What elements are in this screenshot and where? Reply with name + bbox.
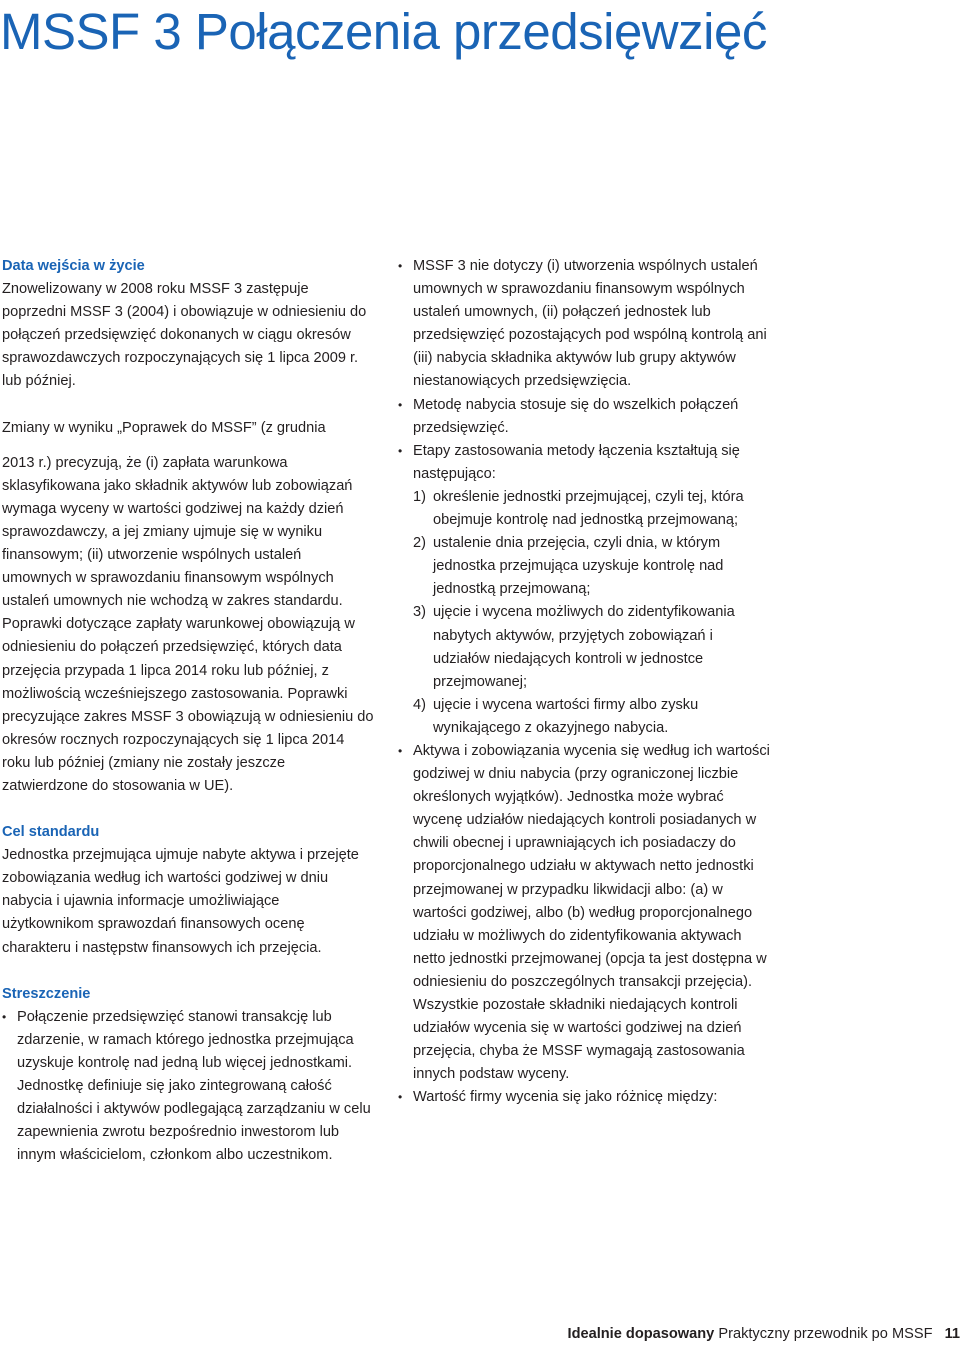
step-number: 3)	[413, 604, 426, 621]
step-item	[398, 532, 772, 601]
step-item	[398, 694, 772, 740]
step-text: ujęcie i wycena wartości firmy albo zysku wynikającego z okazyjnego nabycia.	[433, 696, 699, 736]
step-number: 4)	[413, 696, 426, 713]
objective-text: Jednostka przejmująca ujmuje nabyte aktywa i przejęte zobowiązania według ich wartości godziwej w dniu nabycia i ujawnia informacje umożliwiające użytkownikom sprawozdań finansowych ocenę charakteru i następstw finansowych ich przejęcia.	[2, 847, 359, 956]
method-bullet: • Metodę nabycia stosuje się do wszelkich połączeń przedsięwzięć.	[398, 394, 772, 440]
section-heading-objective: Cel standardu	[2, 824, 100, 841]
page-title: MSSF 3 Połączenia przedsięwzięć	[0, 3, 767, 60]
step-item	[398, 486, 772, 532]
step-text: ustalenie dnia przejęcia, czyli dnia, w którym jednostka przejmująca uzyskuje kontrolę nad jednostką przejmowaną;	[433, 535, 724, 598]
page-number: 11	[944, 1326, 960, 1342]
footer-subtitle: Praktyczny przewodnik po MSSF	[718, 1326, 933, 1342]
page-footer	[568, 1324, 960, 1344]
steps-bullet: • Etapy zastosowania metody łączenia kształtują się następująco:	[398, 440, 772, 486]
section-heading-effective-date: Data wejścia w życie	[2, 258, 145, 274]
right-column	[398, 255, 772, 1109]
summary-bullet: • Połączenie przedsięwzięć stanowi transakcję lub zdarzenie, w ramach którego jednostka przejmująca uzyskuje kontrolę nad jedną lub więcej jednostkami. Jednostkę definiuje się jako zintegrowaną całość działalności i aktywów podlegającą zarządzaniu w celu zapewnienia zwrotu bezpośrednio inwestorom lub innym właścicielom, członkom albo uczestnikom.	[2, 1006, 374, 1168]
effective-date-text: Znowelizowany w 2008 roku MSSF 3 zastępuje poprzedni MSSF 3 (2004) i obowiązuje w odniesieniu do połączeń przedsięwzięć dokonanych w ciągu okresów sprawozdawczych rozpoczynających się 1 lipca 2009 r. lub później.	[2, 281, 367, 390]
measurement-bullet: • Aktywa i zobowiązania wycenia się według ich wartości godziwej w dniu nabycia (przy ograniczonej liczbie określonych wyjątków). Jednostka może wybrać wycenę udziałów niedających kontroli posiadanych w chwili obecnej i uprawniających ich posiadaczy do proporcjonalnego udziału w aktywach netto jednostki przejmowanej w przypadku likwidacji albo: (a) w wartości godziwej, albo (b) według proporcjonalnego udziału w możliwych do zidentyfikowania aktywach netto jednostki przejmowanej (opcja ta jest dostępna w odniesieniu do poszczególnych transakcji przejęcia). Wszystkie pozostałe składniki niedających kontroli udziałów wycenia się w wartości godziwej na dzień przejęcia, chyba że MSSF wymagają zastosowania innych podstaw wyceny.	[398, 740, 772, 1086]
step-number: 2)	[413, 535, 426, 552]
step-number: 1)	[413, 488, 426, 505]
section-heading-summary: Streszczenie	[2, 985, 91, 1002]
amendments-intro: Zmiany w wyniku „Poprawek do MSSF” (z grudnia	[2, 419, 326, 436]
footer-brand: Idealnie dopasowany	[567, 1326, 715, 1342]
amendments-text: 2013 r.) precyzują, że (i) zapłata warunkowa sklasyfikowana jako składnik aktywów lub zobowiązań wymaga wyceny w wartości godziwej na każdy dzień sprawozdawczy, a jej zmiany ujmuje się w wyniku finansowym; (ii) utworzenie wspólnych ustaleń umownych w sprawozdaniu finansowym wspólnych ustaleń umownych nie wchodzą w zakres standardu. Poprawki dotyczące zapłaty warunkowej obowiązują w odniesieniu do połączeń przedsięwzięć, których data przejęcia przypada 1 lipca 2014 roku lub później, z możliwością wcześniejszego zastosowania. Poprawki precyzujące zakres MSSF 3 obowiązują w odniesieniu do okresów rocznych rozpoczynających się 1 lipca 2014 roku lub później (zmiany nie zostały jeszcze zatwierdzone do stosowania w UE).	[2, 454, 374, 794]
scope-bullet: • MSSF 3 nie dotyczy (i) utworzenia wspólnych ustaleń umownych w sprawozdaniu finansowym wspólnych ustaleń umownych, (ii) połączeń jednostek lub przedsięwzięć pozostających pod wspólną kontrolą ani (iii) nabycia składnika aktywów lub grupy aktywów niestanowiących przedsięwzięcia.	[398, 255, 772, 394]
goodwill-bullet: • Wartość firmy wycenia się jako różnicę między:	[398, 1086, 772, 1109]
step-text: określenie jednostki przejmującej, czyli tej, która obejmuje kontrolę nad jednostką przejmowaną;	[433, 488, 744, 529]
step-item	[398, 601, 772, 693]
left-column	[2, 255, 374, 1167]
step-text: ujęcie i wycena możliwych do zidentyfikowania nabytych aktywów, przyjętych zobowiązań i udziałów niedających kontroli w jednostce przejmowanej;	[433, 604, 735, 690]
